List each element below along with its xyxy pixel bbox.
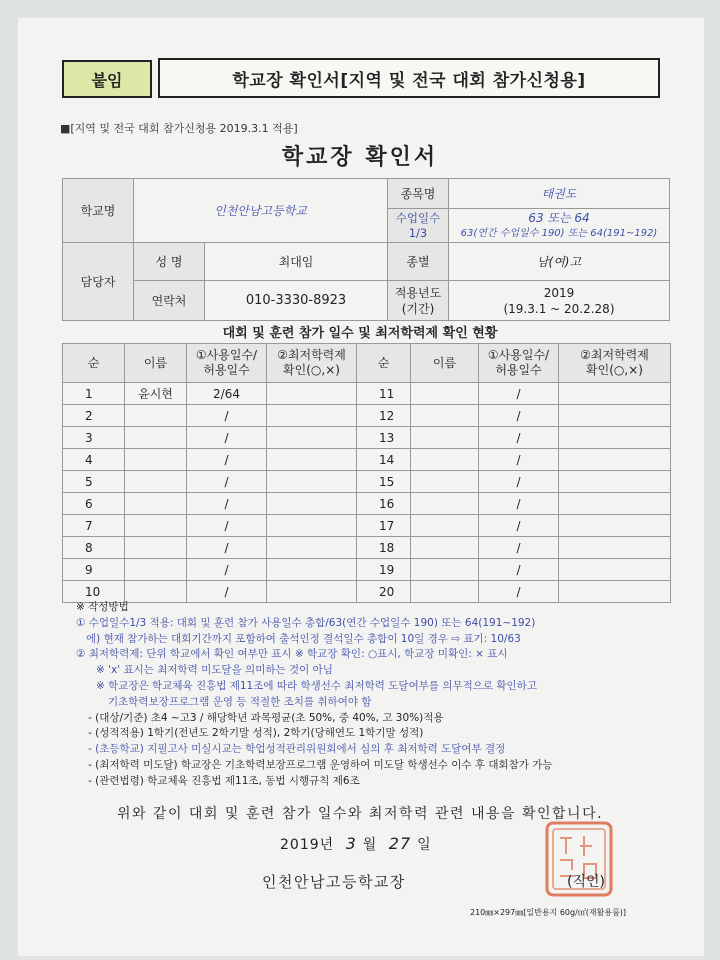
grid-name <box>411 405 479 427</box>
attachment-label: 붙임 <box>62 60 152 98</box>
grid-header-no-2: 순 <box>357 344 411 383</box>
grid-check <box>267 471 357 493</box>
grid-days: / <box>187 471 267 493</box>
grid-header-check-line1: ②최저학력제 <box>277 348 346 362</box>
grid-no: 1 <box>63 383 125 405</box>
grid-days: / <box>479 383 559 405</box>
class-days-value-line1: 63 또는 64 <box>528 210 590 225</box>
grid-header-days-line1: ①사용일수/ <box>195 348 258 362</box>
grid-check <box>267 383 357 405</box>
grid-check <box>267 405 357 427</box>
grid-name <box>125 493 187 515</box>
instruction-line: ※ 'x' 표시는 최저학력 미도달을 의미하는 것이 아님 <box>96 664 333 677</box>
grid-header-check <box>267 344 357 383</box>
grid-days: / <box>187 405 267 427</box>
year-label-line1: 적용년도 <box>394 285 442 300</box>
table-row <box>63 383 671 405</box>
grid-no: 18 <box>357 537 411 559</box>
grid-name: 윤시현 <box>125 383 187 405</box>
kind-label: 종별 <box>388 243 449 281</box>
instruction-line: - (관련법령) 학교체육 진흥법 제11조, 동법 시행규칙 제6조 <box>88 774 360 787</box>
date-day-label: 일 <box>417 837 432 853</box>
grid-days: / <box>479 515 559 537</box>
table-row <box>63 493 671 515</box>
kind-value: 남(여)고 <box>449 243 670 281</box>
school-label: 학교명 <box>63 179 134 243</box>
grid-header-days-2 <box>479 344 559 383</box>
grid-no: 8 <box>63 537 125 559</box>
grid-check <box>267 427 357 449</box>
grid-name <box>411 427 479 449</box>
grid-header-no: 순 <box>63 344 125 383</box>
grid-name <box>411 515 479 537</box>
grid-no: 11 <box>357 383 411 405</box>
grid-header-days <box>187 344 267 383</box>
table-row <box>63 427 671 449</box>
principal-signature: 인천안남고등학교장 <box>262 873 406 891</box>
grid-days: / <box>479 581 559 603</box>
grid-check <box>559 493 671 515</box>
grid-name <box>411 537 479 559</box>
grid-days: / <box>479 537 559 559</box>
instruction-line: - (초등학교) 지필고사 미실시교는 학업성적관리위원회에서 심의 후 최저학력 도달여부 결정 <box>88 743 506 756</box>
grid-no: 6 <box>63 493 125 515</box>
grid-days: / <box>187 427 267 449</box>
grid-name <box>125 537 187 559</box>
grid-no: 14 <box>357 449 411 471</box>
grid-name <box>411 559 479 581</box>
grid-check <box>267 537 357 559</box>
grid-days: 2/64 <box>187 383 267 405</box>
instruction-line: - (최저학력 미도달) 학교장은 기초학력보장프로그램 운영하여 미도달 학생선수 이수 후 대회참가 가능 <box>88 758 553 771</box>
applicable-note: ■[지역 및 전국 대회 참가신청용 2019.3.1 적용] <box>60 122 298 135</box>
grid-check <box>267 515 357 537</box>
manager-label: 담당자 <box>63 243 134 321</box>
grid-header-check-2-line1: ②최저학력제 <box>580 348 649 362</box>
instruction-line: - (대상/기준) 초4 ~고3 / 해당학년 과목평균(초 50%, 중 40%, 고 30%)적용 <box>88 711 444 724</box>
instruction-line: 에) 현재 참가하는 대회기간까지 포함하여 출석인정 결석일수 총합이 10일 경우 ⇨ 표기: 10/63 <box>86 632 521 645</box>
grid-days: / <box>187 493 267 515</box>
grid-body <box>63 383 671 603</box>
grid-no: 4 <box>63 449 125 471</box>
grid-check <box>559 449 671 471</box>
status-title: 대회 및 훈련 참가 일수 및 최저학력제 확인 현황 <box>222 326 498 341</box>
grid-name <box>411 449 479 471</box>
grid-header-days-2-line2: 허용일수 <box>495 363 542 377</box>
grid-check <box>559 559 671 581</box>
grid-days: / <box>479 493 559 515</box>
grid-days: / <box>187 449 267 471</box>
instruction-line: ※ 학교장은 학교체육 진흥법 제11조에 따라 학생선수 최저학력 도달여부를 의무적으로 확인하고 <box>96 679 537 692</box>
grid-name <box>411 383 479 405</box>
participation-grid <box>62 343 671 603</box>
form-title-box: 학교장 확인서[지역 및 전국 대회 참가신청용] <box>158 58 660 98</box>
grid-header-name: 이름 <box>125 344 187 383</box>
sport-value: 태권도 <box>449 179 670 209</box>
grid-name <box>125 515 187 537</box>
grid-name <box>125 471 187 493</box>
year-label <box>388 281 449 321</box>
manager-name: 최대임 <box>205 243 388 281</box>
grid-no: 17 <box>357 515 411 537</box>
grid-check <box>267 559 357 581</box>
grid-no: 7 <box>63 515 125 537</box>
grid-no: 10 <box>63 581 125 603</box>
grid-days: / <box>187 581 267 603</box>
grid-days: / <box>187 559 267 581</box>
grid-header-check-line2: 확인(○,×) <box>283 363 340 377</box>
grid-check <box>267 493 357 515</box>
date-year: 2019년 <box>280 837 335 853</box>
grid-check <box>559 515 671 537</box>
grid-name <box>125 449 187 471</box>
grid-days: / <box>479 471 559 493</box>
year-value-line1: 2019 <box>543 285 575 300</box>
instruction-line: ① 수업일수1/3 적용: 대회 및 훈련 참가 사용일수 총합/63(연간 수업일수 190) 또는 64(191~192) <box>76 616 536 629</box>
grid-check <box>559 427 671 449</box>
grid-check <box>559 405 671 427</box>
table-row <box>63 405 671 427</box>
class-days-label <box>388 209 449 243</box>
grid-header-name-2: 이름 <box>411 344 479 383</box>
grid-name <box>125 559 187 581</box>
sport-label: 종목명 <box>388 179 449 209</box>
grid-days: / <box>479 427 559 449</box>
signing-date <box>280 834 432 854</box>
grid-no: 13 <box>357 427 411 449</box>
grid-no: 19 <box>357 559 411 581</box>
table-row <box>63 559 671 581</box>
grid-name <box>411 493 479 515</box>
instructions <box>76 600 696 790</box>
grid-no: 12 <box>357 405 411 427</box>
seal-label: (직인) <box>567 874 605 890</box>
grid-days: / <box>187 515 267 537</box>
instruction-line: - (성적적용) 1학기(전년도 2학기말 성적), 2학기(당해연도 1학기말 성적) <box>88 727 424 740</box>
instruction-line: ※ 작성방법 <box>76 601 129 613</box>
grid-no: 2 <box>63 405 125 427</box>
name-label: 성 명 <box>134 243 205 281</box>
instruction-line: 기초학력보장프로그램 운영 등 적절한 조치를 취하여야 함 <box>108 695 372 708</box>
table-row <box>63 471 671 493</box>
instruction-line: ② 최저학력제: 단위 학교에서 확인 여부만 표시 ※ 학교장 확인: ○표시, 학교장 미확인: × 표시 <box>76 648 508 661</box>
document-title: 학교장 확인서 <box>281 145 439 170</box>
class-days-label-line1: 수업일수 <box>395 210 441 225</box>
table-row <box>63 515 671 537</box>
grid-check <box>559 537 671 559</box>
grid-header-check-2-line2: 확인(○,×) <box>586 363 643 377</box>
grid-check <box>267 449 357 471</box>
confirmation-text: 위와 같이 대회 및 훈련 참가 일수와 최저학력 관련 내용을 확인합니다. <box>116 806 604 822</box>
class-days-value <box>449 209 670 243</box>
grid-header-days-2-line1: ①사용일수/ <box>487 348 550 362</box>
grid-name <box>411 471 479 493</box>
table-row <box>63 537 671 559</box>
date-day: 27 <box>388 834 412 853</box>
grid-days: / <box>479 449 559 471</box>
grid-name <box>125 405 187 427</box>
grid-check <box>559 471 671 493</box>
grid-check <box>559 383 671 405</box>
contact-label: 연락처 <box>134 281 205 321</box>
grid-no: 16 <box>357 493 411 515</box>
school-info-table <box>62 178 670 321</box>
grid-no: 3 <box>63 427 125 449</box>
year-label-line2: (기간) <box>401 301 435 316</box>
grid-header-days-line2: 허용일수 <box>203 363 250 377</box>
class-days-value-line2: 63(연간 수업일수 190) 또는 64(191~192) <box>460 227 658 239</box>
school-name: 인천안남고등학교 <box>134 179 388 243</box>
class-days-label-line2: 1/3 <box>408 225 428 240</box>
grid-days: / <box>187 537 267 559</box>
year-value <box>449 281 670 321</box>
year-value-line2: (19.3.1 ~ 20.2.28) <box>503 301 615 316</box>
grid-no: 5 <box>63 471 125 493</box>
grid-days: / <box>479 405 559 427</box>
contact-value: 010-3330-8923 <box>205 281 388 321</box>
grid-no: 9 <box>63 559 125 581</box>
grid-name <box>125 427 187 449</box>
paper-spec-footnote: 210㎜×297㎜[일반용지 60g/㎡(재활용품)] <box>470 908 627 917</box>
grid-no: 20 <box>357 581 411 603</box>
date-month-label: 월 <box>362 837 378 853</box>
grid-days: / <box>479 559 559 581</box>
grid-no: 15 <box>357 471 411 493</box>
date-month: 3 <box>345 834 357 853</box>
grid-header-check-2 <box>559 344 671 383</box>
table-row <box>63 449 671 471</box>
